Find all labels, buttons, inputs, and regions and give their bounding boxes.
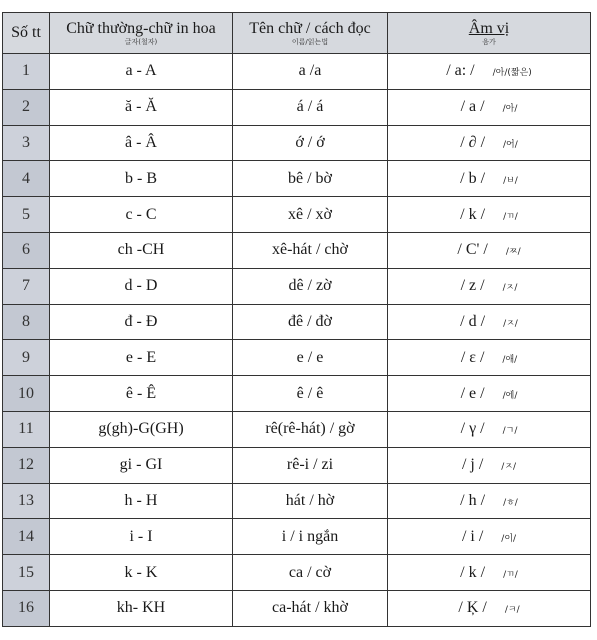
row-ipa: / z / — [460, 277, 485, 295]
row-ipa: / Ķ / — [458, 599, 487, 617]
table-row — [3, 125, 591, 161]
row-ipa: / b / — [460, 169, 486, 187]
row-ipa: / a: / — [446, 62, 475, 80]
row-name: xê-hát / chờ — [233, 232, 388, 268]
row-name: ca / cờ — [233, 555, 388, 591]
row-number: 8 — [3, 304, 50, 340]
row-korean: /아/ — [502, 104, 518, 115]
row-letter: e - E — [50, 340, 233, 376]
row-korean: /ㄱ/ — [502, 426, 518, 437]
row-number: 11 — [3, 411, 50, 447]
table-row — [3, 519, 591, 555]
row-ipa: / γ / — [460, 420, 485, 438]
row-number: 15 — [3, 555, 50, 591]
row-number: 13 — [3, 483, 50, 519]
row-ipa: / k / — [460, 205, 486, 223]
row-name: đê / đờ — [233, 304, 388, 340]
header-letter — [50, 13, 233, 54]
table-row — [3, 161, 591, 197]
row-letter: h - H — [50, 483, 233, 519]
row-letter: d - D — [50, 268, 233, 304]
row-letter: a - A — [50, 54, 233, 90]
row-phoneme — [388, 268, 591, 304]
row-phoneme — [388, 519, 591, 555]
table-row — [3, 268, 591, 304]
row-ipa: / ∂ / — [460, 133, 486, 151]
table-row — [3, 411, 591, 447]
row-ipa: / C' / — [457, 241, 488, 259]
row-letter: c - C — [50, 197, 233, 233]
row-number: 14 — [3, 519, 50, 555]
row-phoneme — [388, 376, 591, 412]
header-letter-sub: 글자(철자) — [124, 38, 158, 46]
row-phoneme — [388, 483, 591, 519]
row-name: xê / xờ — [233, 197, 388, 233]
table-row — [3, 483, 591, 519]
row-phoneme — [388, 340, 591, 376]
row-letter: ê - Ê — [50, 376, 233, 412]
row-phoneme — [388, 161, 591, 197]
table-row — [3, 447, 591, 483]
header-phoneme-label: Âm vị — [468, 20, 510, 37]
row-letter: đ - Đ — [50, 304, 233, 340]
row-number: 10 — [3, 376, 50, 412]
header-name — [233, 13, 388, 54]
row-letter: k - K — [50, 555, 233, 591]
row-korean: /ㅂ/ — [503, 175, 518, 186]
row-ipa: / d / — [460, 312, 486, 330]
row-number: 6 — [3, 232, 50, 268]
row-number: 3 — [3, 125, 50, 161]
table-row — [3, 376, 591, 412]
table-body — [3, 54, 591, 627]
row-letter: b - B — [50, 161, 233, 197]
row-number: 7 — [3, 268, 50, 304]
row-name: rê(rê-hát) / gờ — [233, 411, 388, 447]
row-korean: /에/ — [502, 390, 518, 401]
alphabet-table — [2, 12, 591, 627]
row-number: 5 — [3, 197, 50, 233]
row-korean: /ㅈ/ — [501, 462, 517, 473]
row-korean: /ㅉ/ — [505, 247, 521, 258]
header-name-label: Tên chữ / cách đọc — [249, 20, 371, 37]
row-ipa: / a / — [460, 98, 485, 116]
row-number: 16 — [3, 590, 50, 626]
row-phoneme — [388, 89, 591, 125]
row-korean: /ㄲ/ — [503, 569, 518, 580]
row-ipa: / e / — [460, 384, 485, 402]
row-name: i / i ngắn — [233, 519, 388, 555]
header-letter-label: Chữ thường-chữ in hoa — [66, 20, 216, 37]
row-name: dê / zờ — [233, 268, 388, 304]
table-row — [3, 340, 591, 376]
row-letter: i - I — [50, 519, 233, 555]
row-korean: /이/ — [501, 533, 517, 544]
row-korean: /ㅈ/ — [503, 318, 518, 329]
row-name: a /a — [233, 54, 388, 90]
row-korean: /아/(짧은) — [492, 68, 532, 79]
table-row — [3, 555, 591, 591]
row-korean: /애/ — [502, 354, 518, 365]
row-ipa: / i / — [461, 527, 484, 545]
row-number: 2 — [3, 89, 50, 125]
row-phoneme — [388, 232, 591, 268]
row-korean: /ㅈ/ — [502, 283, 518, 294]
row-name: hát / hờ — [233, 483, 388, 519]
row-phoneme — [388, 590, 591, 626]
row-korean: /ㄲ/ — [503, 211, 518, 222]
table-row — [3, 197, 591, 233]
table-row — [3, 590, 591, 626]
row-phoneme — [388, 304, 591, 340]
row-number: 4 — [3, 161, 50, 197]
row-letter: gi - GI — [50, 447, 233, 483]
header-number — [3, 13, 50, 54]
row-letter: ă - Ă — [50, 89, 233, 125]
header-number-label: Số tt — [11, 24, 41, 41]
header-phoneme — [388, 13, 591, 54]
table-row — [3, 54, 591, 90]
row-ipa: / k / — [460, 563, 486, 581]
row-letter: â - Â — [50, 125, 233, 161]
header-phoneme-sub: 음가 — [482, 38, 496, 46]
row-number: 12 — [3, 447, 50, 483]
row-letter: g(gh)-G(GH) — [50, 411, 233, 447]
table-row — [3, 304, 591, 340]
header-name-sub: 이름/읽는법 — [291, 38, 329, 46]
row-letter: ch -CH — [50, 232, 233, 268]
row-name: bê / bờ — [233, 161, 388, 197]
table-row — [3, 89, 591, 125]
table-header — [3, 13, 591, 54]
row-korean: /어/ — [503, 139, 518, 150]
row-number: 1 — [3, 54, 50, 90]
row-name: e / e — [233, 340, 388, 376]
row-korean: /ㅋ/ — [504, 605, 520, 616]
row-letter: kh- KH — [50, 590, 233, 626]
row-phoneme — [388, 555, 591, 591]
row-phoneme — [388, 54, 591, 90]
row-ipa: / j / — [461, 456, 484, 474]
row-phoneme — [388, 125, 591, 161]
row-phoneme — [388, 197, 591, 233]
row-name: á / á — [233, 89, 388, 125]
row-name: ê / ê — [233, 376, 388, 412]
row-name: rê-i / zi — [233, 447, 388, 483]
row-ipa: / h / — [460, 491, 486, 509]
row-ipa: / ε / — [460, 348, 485, 366]
row-number: 9 — [3, 340, 50, 376]
row-name: ớ / ớ — [233, 125, 388, 161]
row-korean: /ㅎ/ — [503, 497, 518, 508]
row-phoneme — [388, 411, 591, 447]
table-row — [3, 232, 591, 268]
row-phoneme — [388, 447, 591, 483]
row-name: ca-hát / khờ — [233, 590, 388, 626]
